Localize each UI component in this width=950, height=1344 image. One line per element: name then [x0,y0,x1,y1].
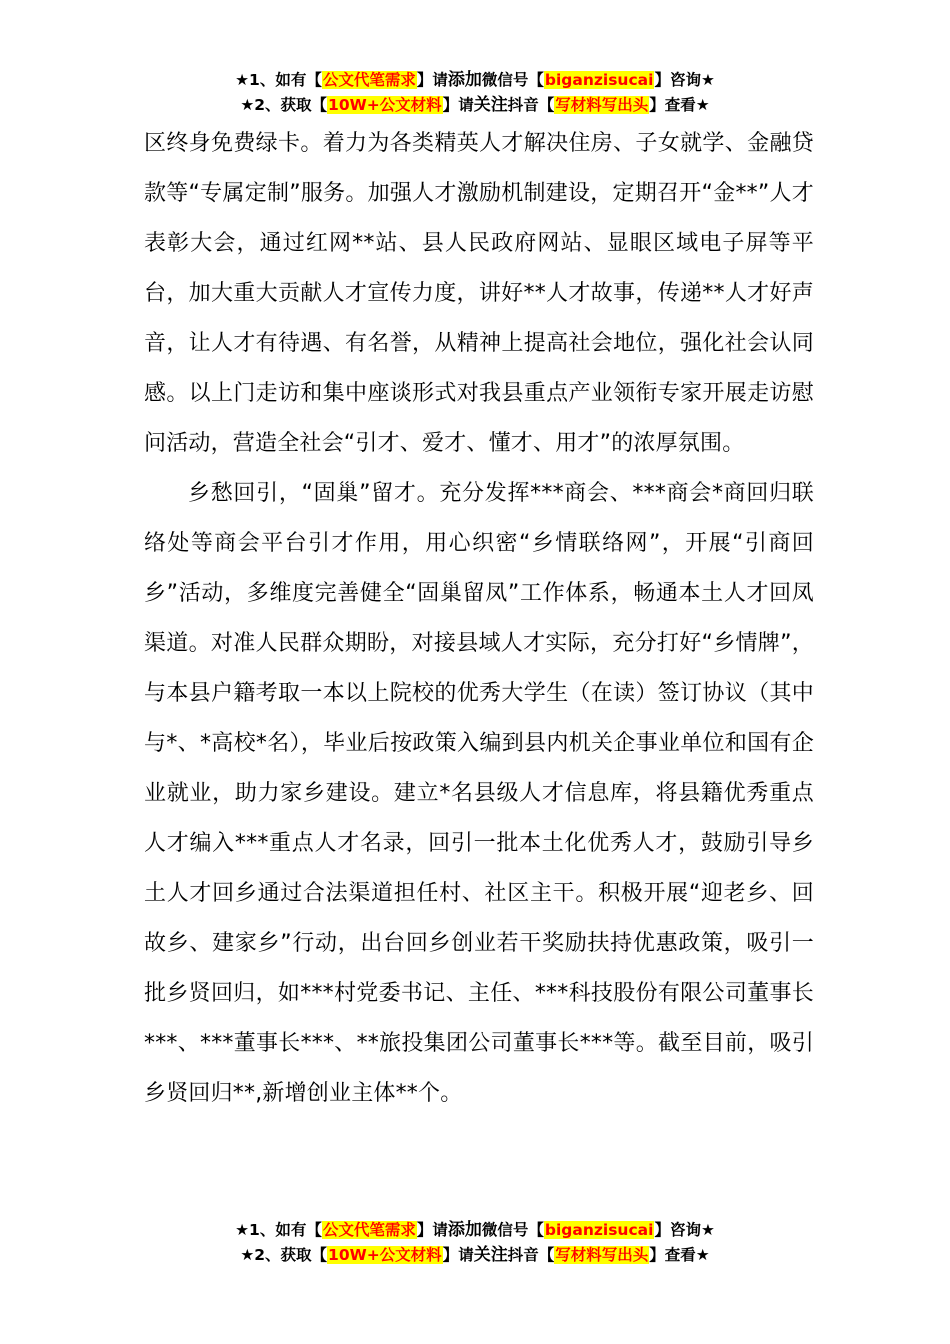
highlight-service: 公文代笔需求 [322,71,416,89]
banner-text: 】请 [416,1221,448,1239]
highlight-service: 公文代笔需求 [322,1221,416,1239]
banner-text: 微信号【 [481,71,544,89]
banner-line-2 [0,1243,950,1268]
document-body [144,119,814,1119]
banner-emphasis: 关注 [473,1245,508,1265]
highlight-materials: 10W+公文材料 [328,96,442,114]
banner-text: 】查看★ [649,96,710,114]
banner-text: ★1、如有【 [235,71,322,89]
banner-text: 】请 [442,96,474,114]
banner-emphasis: 添加 [447,1220,482,1240]
banner-text: 抖音【 [507,1246,555,1264]
banner-text: 】请 [416,71,448,89]
banner-line-1 [0,68,950,93]
banner-text: 】咨询★ [654,71,715,89]
banner-emphasis: 添加 [447,70,482,90]
paragraph-2: 乡愁回引，“固巢”留才。充分发挥***商会、***商会*商回归联络处等商会平台引才作用，用心织密“乡情联络网”，开展“引商回乡”活动，多维度完善健全“固巢留凤”工作体系，畅通本土人才回凤渠道。对准人民群众期盼，对接县域人才实际，充分打好“乡情牌”，与本县户籍考取一本以上院校的优秀大学生（在读）签订协议（其中与*、*高校*名），毕业后按政策入编到县内机关企事业单位和国有企业就业，助力家乡建设。建立*名县级人才信息库，将县籍优秀重点人才编入***重点人才名录，回引一批本土化优秀人才，鼓励引导乡土人才回乡通过合法渠道担任村、社区主干。积极开展“迎老乡、回故乡、建家乡”行动，出台回乡创业若干奖励扶持优惠政策，吸引一批乡贤回归，如***村党委书记、主任、***科技股份有限公司董事长***、***董事长***、**旅投集团公司董事长***等。截至目前，吸引乡贤回归**,新增创业主体**个。 [144,481,814,1106]
banner-text: 】查看★ [649,1246,710,1264]
banner-line-1 [0,1218,950,1243]
footer-banner [0,1218,950,1268]
banner-text: 】咨询★ [654,1221,715,1239]
paragraph-1: 区终身免费绿卡。着力为各类精英人才解决住房、子女就学、金融贷款等“专属定制”服务。加强人才激励机制建设，定期召开“金**”人才表彰大会，通过红网**站、县人民政府网站、显眼区域电子屏等平台，加大重大贡献人才宣传力度，讲好**人才故事，传递**人才好声音，让人才有待遇、有名誉，从精神上提高社会地位，强化社会认同感。以上门走访和集中座谈形式对我县重点产业领衔专家开展走访慰问活动，营造全社会“引才、爱才、懂才、用才”的浓厚氛围。 [144,131,814,456]
header-banner [0,68,950,118]
banner-text: ★1、如有【 [235,1221,322,1239]
banner-emphasis: 关注 [473,95,508,115]
banner-text: 抖音【 [507,96,555,114]
highlight-materials: 10W+公文材料 [328,1246,442,1264]
highlight-douyin-account: 写材料写出头 [555,96,649,114]
banner-line-2 [0,93,950,118]
highlight-wechat-id: biganzisucai [544,71,654,89]
banner-text: 微信号【 [481,1221,544,1239]
highlight-wechat-id: biganzisucai [544,1221,654,1239]
banner-text: ★2、获取【 [240,96,328,114]
highlight-douyin-account: 写材料写出头 [555,1246,649,1264]
banner-text: ★2、获取【 [240,1246,328,1264]
banner-text: 】请 [442,1246,474,1264]
